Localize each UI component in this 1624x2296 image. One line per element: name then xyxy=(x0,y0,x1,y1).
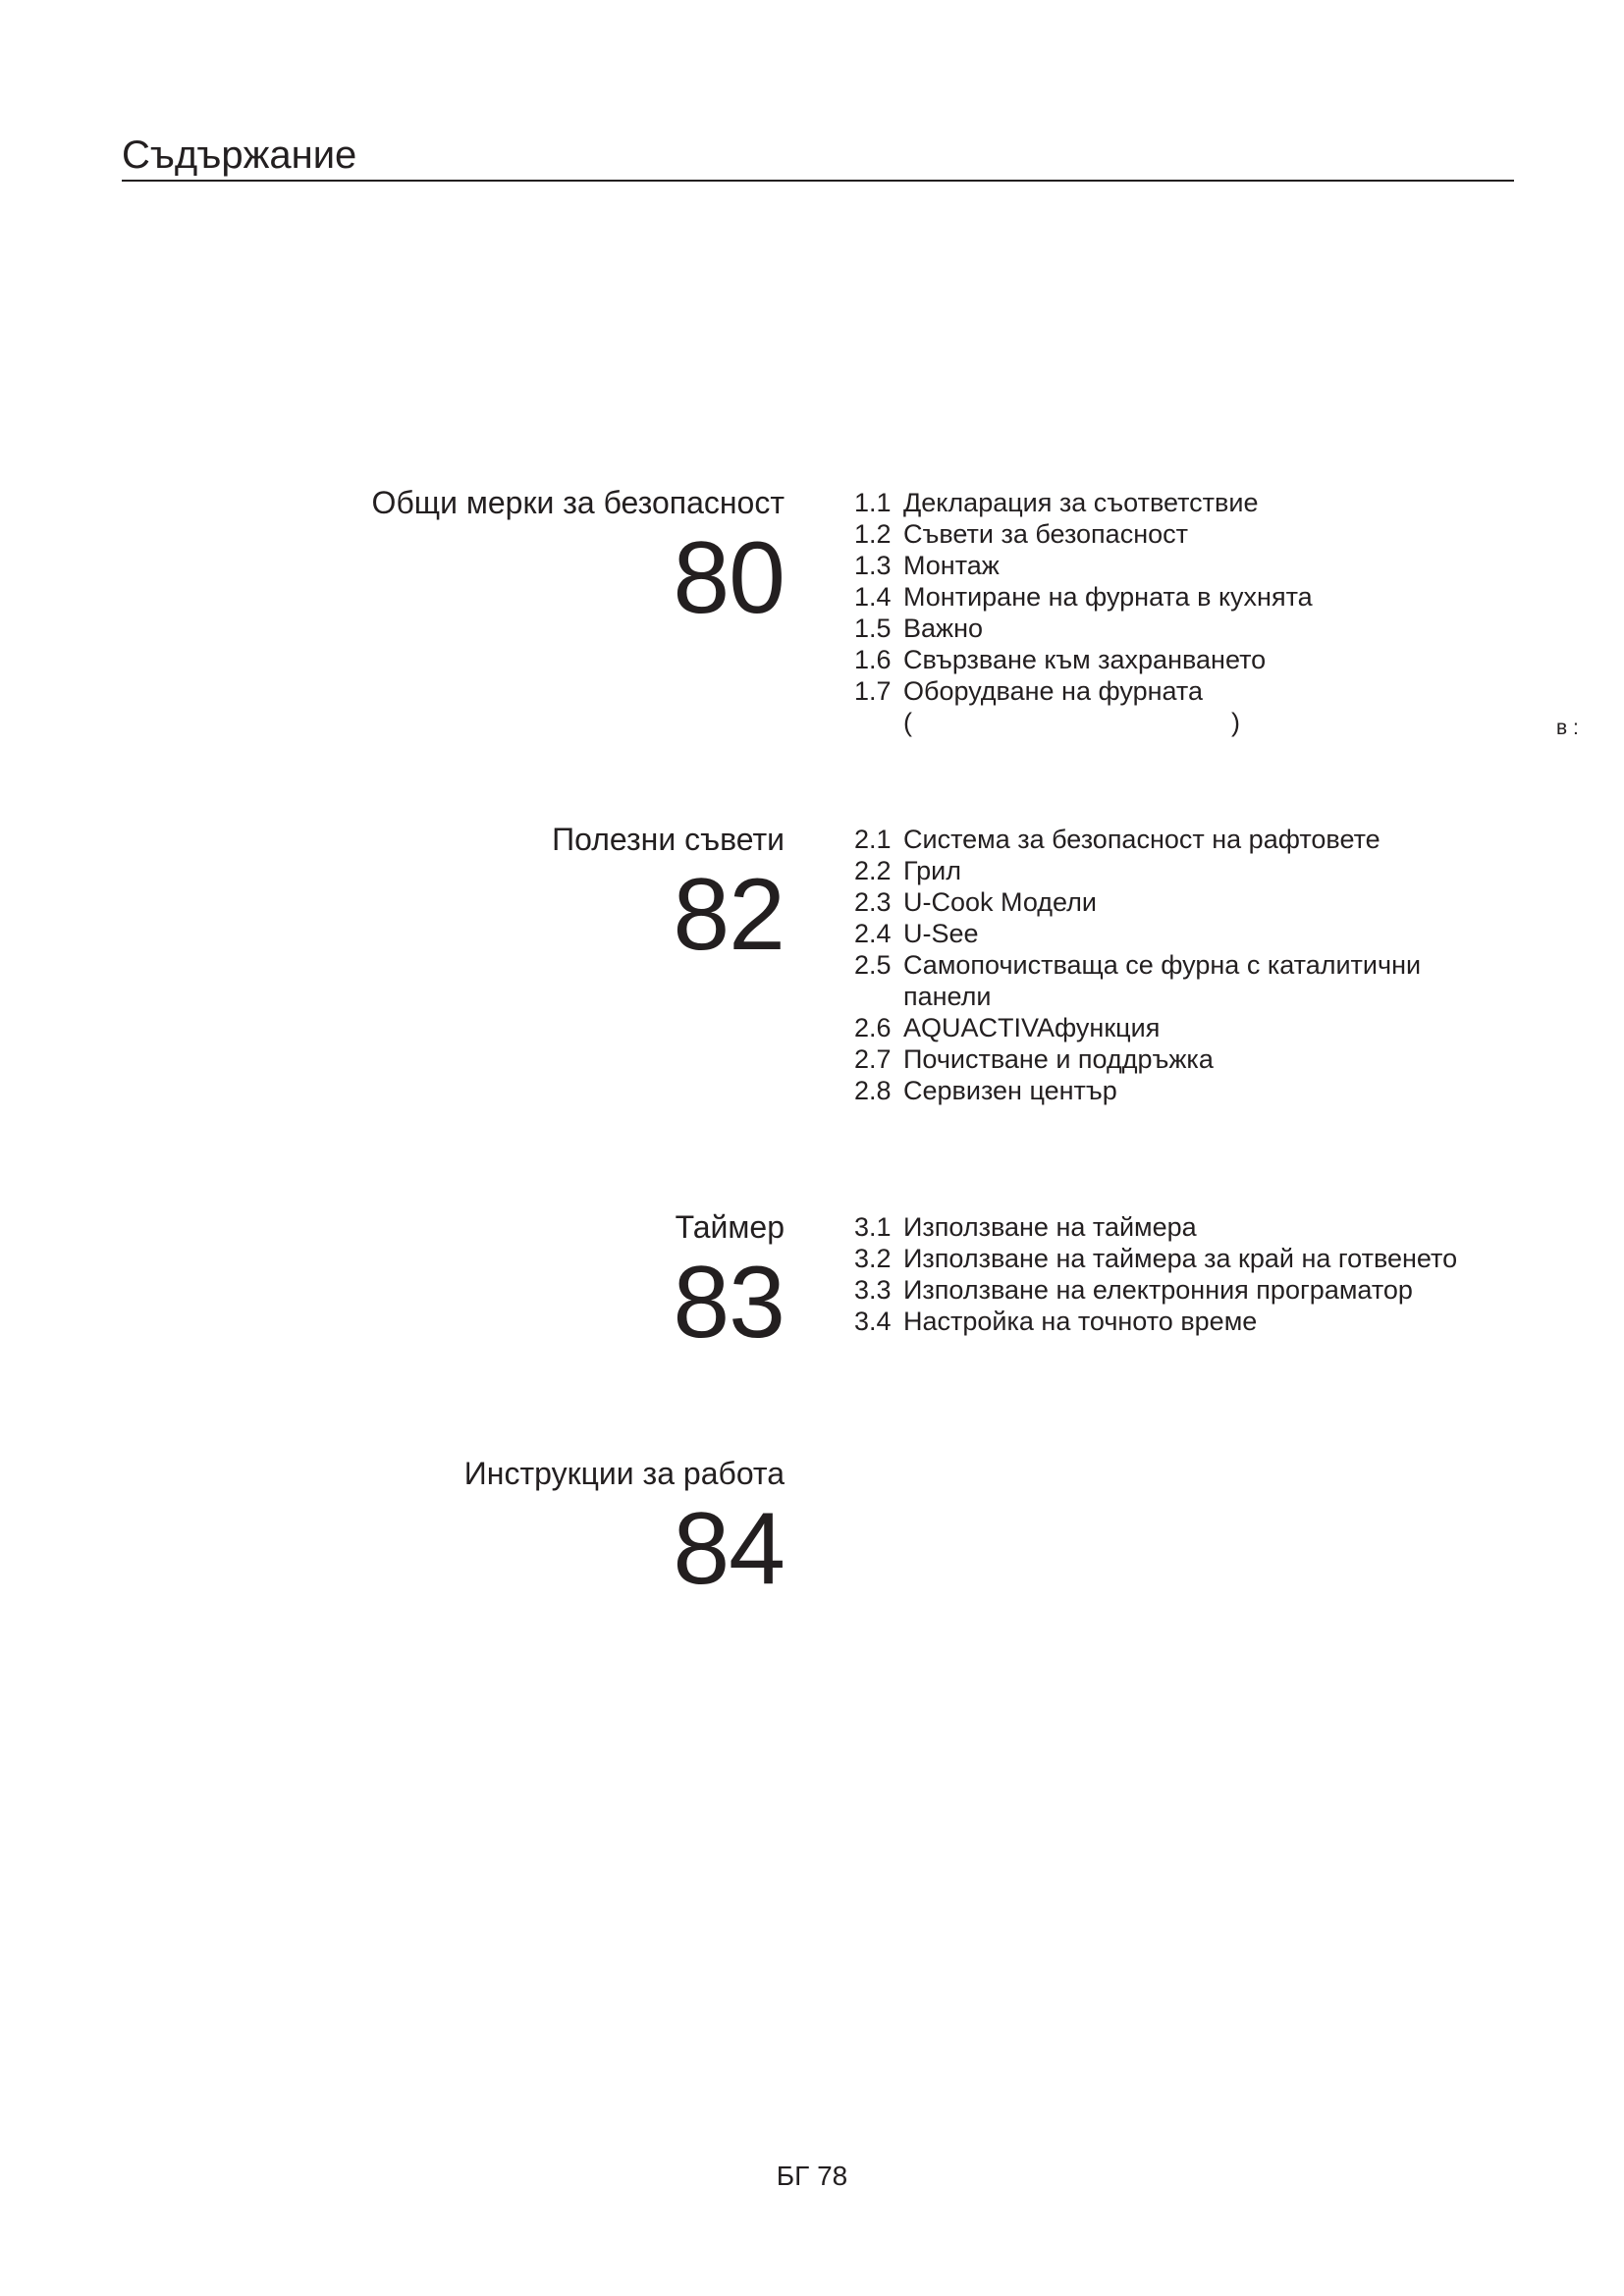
section-heading xyxy=(552,821,785,972)
toc-item[interactable]: 2.5 Самопочистваща се фурна с каталитични панели xyxy=(854,950,1422,1011)
toc-item[interactable]: 1.4 Монтиране на фурната в кухнята xyxy=(854,582,1313,612)
toc-item[interactable]: 2.2 Грил xyxy=(854,856,961,885)
section-page-number: 83 xyxy=(673,1246,785,1360)
page-title: Съдържание xyxy=(122,133,357,177)
page-footer-number: БГ 78 xyxy=(776,2161,848,2191)
section-title: Таймер xyxy=(675,1209,785,1245)
toc-item[interactable]: 2.3 U-Cook Модели xyxy=(854,887,1097,917)
section-page-number: 82 xyxy=(673,858,785,972)
section-heading xyxy=(371,484,785,635)
section-title: Инструкции за работа xyxy=(463,1456,785,1491)
toc-item[interactable]: 3.2 Използване на таймера за край на готвенето xyxy=(854,1244,1458,1273)
toc-item[interactable]: 3.3 Използване на електронния програматор xyxy=(854,1275,1413,1305)
toc-item[interactable]: 2.4 U-See xyxy=(854,919,979,948)
toc-item[interactable]: 1.3 Монтаж xyxy=(854,551,1000,580)
toc-item[interactable]: 2.1 Система за безопасност на рафтовете xyxy=(854,825,1380,854)
section-heading xyxy=(463,1455,785,1606)
toc-item[interactable]: 1.7 Оборудване на фурната xyxy=(854,676,1204,706)
section-title: Полезни съвети xyxy=(552,822,785,857)
toc-item[interactable]: 1.1 Декларация за съответствие xyxy=(854,488,1259,517)
toc-item[interactable]: 3.1 Използване на таймера xyxy=(854,1212,1197,1242)
section-item-list xyxy=(854,487,1313,707)
open-parenthesis: ( xyxy=(903,708,912,737)
section-page-number: 80 xyxy=(673,521,785,635)
toc-item[interactable]: 2.7 Почистване и поддръжка xyxy=(854,1044,1214,1074)
section-title: Общи мерки за безопасност xyxy=(371,485,785,520)
toc-item[interactable]: 1.2 Съвети за безопасност xyxy=(854,519,1188,549)
title-divider xyxy=(122,180,1514,182)
toc-item[interactable]: 1.6 Свързване към захранването xyxy=(854,645,1267,674)
section-page-number: 84 xyxy=(673,1492,785,1606)
section-heading xyxy=(673,1208,785,1360)
toc-item[interactable]: 1.5 Важно xyxy=(854,614,984,643)
margin-mark: в : xyxy=(1556,717,1579,739)
toc-item[interactable]: 2.8 Сервизен център xyxy=(854,1076,1117,1105)
close-parenthesis: ) xyxy=(1231,708,1240,737)
toc-item[interactable]: 3.4 Настройка на точното време xyxy=(854,1307,1258,1336)
toc-item[interactable]: 2.6 AQUACTIVAфункция xyxy=(854,1013,1161,1042)
toc-item-continuation: панели xyxy=(903,982,992,1011)
section-item-list xyxy=(854,824,1421,1106)
section-item-list xyxy=(854,1211,1457,1337)
